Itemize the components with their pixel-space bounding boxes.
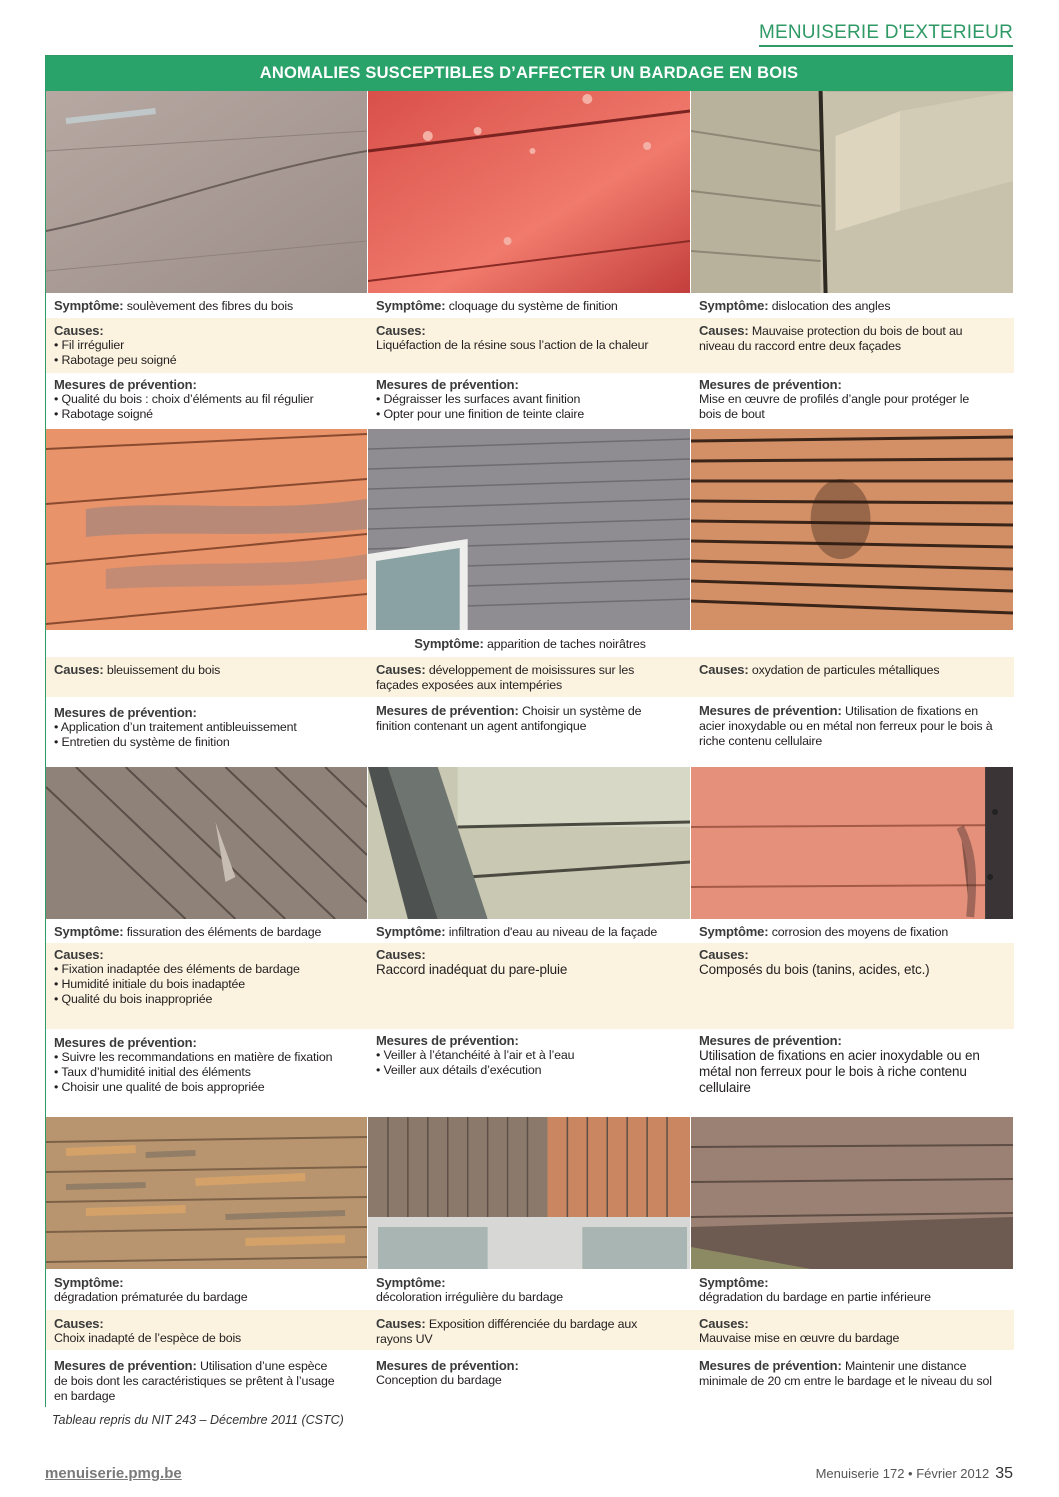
cell-symptom: Symptôme: soulèvement des fibres du bois: [46, 293, 368, 318]
cell-causes: Causes: Liquéfaction de la résine sous l’action de la chaleur: [368, 318, 691, 373]
cell-prevention: Mesures de prévention: • Veiller à l’étanchéité à l’air et à l’eau • Veiller aux détails d’exécution: [368, 1029, 691, 1117]
cell-causes: Causes: • Fil irrégulier • Rabotage peu soigné: [46, 318, 368, 373]
cell-causes: Causes: Raccord inadéquat du pare-pluie: [368, 943, 691, 1029]
table-caption: Tableau repris du NIT 243 – Décembre 2011 (CSTC): [52, 1413, 344, 1427]
cell-prevention: Mesures de prévention: Choisir un système de finition contenant un agent antifongique: [368, 697, 691, 767]
cell-prevention: Mesures de prévention: • Application d’un traitement antibleuissement • Entretien du système de finition: [46, 697, 368, 767]
section-label: MENUISERIE D'EXTERIEUR: [759, 22, 1013, 47]
cell-causes: Causes: Mauvaise protection du bois de bout au niveau du raccord entre deux façades: [691, 318, 1014, 373]
cell-symptom: Symptôme: infiltration d'eau au niveau de la façade: [368, 919, 691, 943]
cell-symptom: Symptôme: corrosion des moyens de fixation: [691, 919, 1014, 943]
photo-lower-degradation: [691, 1117, 1014, 1269]
cell-prevention: Mesures de prévention: Conception du bardage: [368, 1350, 691, 1407]
cell-symptom: Symptôme: fissuration des éléments de bardage: [46, 919, 368, 943]
photo-fixing-corrosion: [691, 767, 1014, 919]
table-title: ANOMALIES SUSCEPTIBLES D’AFFECTER UN BARDAGE EN BOIS: [46, 56, 1012, 91]
cell-prevention: Mesures de prévention: Maintenir une distance minimale de 20 cm entre le bardage et le niveau du sol: [691, 1350, 1014, 1407]
cell-symptom: Symptôme: dégradation prématurée du bardage: [46, 1269, 368, 1310]
cell-causes: Causes: Mauvaise mise en œuvre du bardage: [691, 1310, 1014, 1350]
cell-symptom-shared: Symptôme: apparition de taches noirâtres: [46, 630, 1014, 657]
photo-blistering: [368, 91, 691, 293]
cell-causes: Causes: bleuissement du bois: [46, 657, 368, 697]
issue-info: Menuiserie 172 • Février 2012: [815, 1466, 990, 1481]
cell-causes: Causes: Choix inadapté de l’espèce de bois: [46, 1310, 368, 1350]
cell-causes: Causes: développement de moisissures sur les façades exposées aux intempéries: [368, 657, 691, 697]
photo-premature-degradation: [46, 1117, 368, 1269]
photo-mould: [368, 429, 691, 630]
photo-raised-fibres: [46, 91, 368, 293]
photo-irregular-discoloration: [368, 1117, 691, 1269]
cell-symptom: Symptôme: décoloration irrégulière du bardage: [368, 1269, 691, 1310]
cell-causes: Causes: Exposition différenciée du bardage aux rayons UV: [368, 1310, 691, 1350]
cell-prevention: Mesures de prévention: • Suivre les recommandations en matière de fixation • Taux d’humidité initial des éléments • Choisir une qualité de bois appropriée: [46, 1029, 368, 1117]
site-link[interactable]: menuiserie.pmg.be: [45, 1465, 182, 1482]
anomalies-table: [45, 55, 1013, 1407]
page-number: 35: [995, 1465, 1013, 1482]
photo-blue-stain: [46, 429, 368, 630]
cell-symptom: Symptôme: dégradation du bardage en partie inférieure: [691, 1269, 1014, 1310]
photo-metal-oxidation: [691, 429, 1014, 630]
photo-angle-dislocation: [691, 91, 1014, 293]
photo-cracking: [46, 767, 368, 919]
cell-prevention: Mesures de prévention: Mise en œuvre de profilés d’angle pour protéger le bois de bout: [691, 373, 1014, 429]
cell-prevention: Mesures de prévention: Utilisation de fixations en acier inoxydable ou en métal non ferreux pour le bois à riche contenu cellulaire: [691, 1029, 1014, 1117]
cell-prevention: Mesures de prévention: Utilisation d’une espèce de bois dont les caractéristiques se prêtent à l’usage en bardage: [46, 1350, 368, 1407]
photo-water-infiltration: [368, 767, 691, 919]
cell-symptom: Symptôme: dislocation des angles: [691, 293, 1014, 318]
cell-causes: Causes: Composés du bois (tanins, acides, etc.): [691, 943, 1014, 1029]
cell-prevention: Mesures de prévention: • Qualité du bois : choix d’éléments au fil régulier • Rabotage soigné: [46, 373, 368, 429]
page-footer: [816, 1465, 1013, 1483]
cell-causes: Causes: oxydation de particules métalliques: [691, 657, 1014, 697]
cell-prevention: Mesures de prévention: • Dégraisser les surfaces avant finition • Opter pour une finition de teinte claire: [368, 373, 691, 429]
cell-prevention: Mesures de prévention: Utilisation de fixations en acier inoxydable ou en métal non ferreux pour le bois à riche contenu cellulaire: [691, 697, 1014, 767]
cell-causes: Causes: • Fixation inadaptée des éléments de bardage • Humidité initiale du bois inadaptée • Qualité du bois inappropriée: [46, 943, 368, 1029]
cell-symptom: Symptôme: cloquage du système de finition: [368, 293, 691, 318]
